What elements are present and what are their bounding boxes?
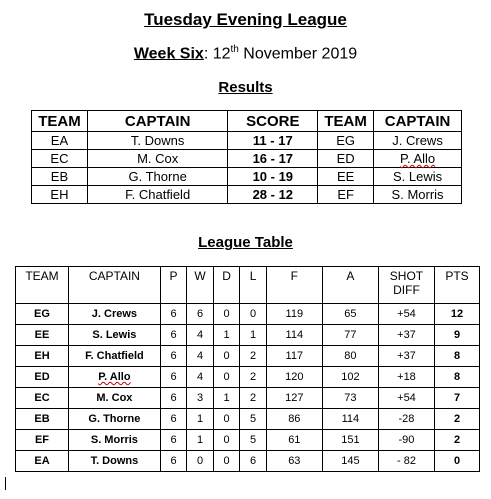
- league-header-against: A: [322, 267, 378, 304]
- shots-for: 63: [266, 451, 322, 472]
- lost: 1: [240, 325, 267, 346]
- results-row: [32, 150, 462, 168]
- points: 8: [435, 367, 480, 388]
- shot-diff: +37: [378, 346, 434, 367]
- played: 6: [160, 325, 187, 346]
- shot-diff: +18: [378, 367, 434, 388]
- shot-diff: +54: [378, 304, 434, 325]
- week-label: Week Six: [133, 45, 204, 63]
- league-row: [16, 430, 480, 451]
- away-team: EF: [318, 186, 374, 204]
- results-header-team: TEAM: [32, 111, 88, 132]
- match-score: 10 - 19: [228, 168, 318, 186]
- page-subtitle: [0, 44, 491, 63]
- home-team: EA: [32, 132, 88, 150]
- results-header-score: SCORE: [228, 111, 318, 132]
- captain-name: S. Morris: [69, 430, 161, 451]
- match-score: 28 - 12: [228, 186, 318, 204]
- league-row: [16, 367, 480, 388]
- home-captain: F. Chatfield: [87, 186, 228, 204]
- lost: 2: [240, 388, 267, 409]
- results-header-row: [32, 111, 462, 132]
- shots-against: 151: [322, 430, 378, 451]
- match-score: 11 - 17: [228, 132, 318, 150]
- captain-name: J. Crews: [69, 304, 161, 325]
- subtitle-day: 12: [208, 45, 231, 63]
- away-team: EE: [318, 168, 374, 186]
- results-header-captain-2: CAPTAIN: [374, 111, 462, 132]
- shots-for: 61: [266, 430, 322, 451]
- results-table: [31, 110, 462, 204]
- captain-name: G. Thorne: [69, 409, 161, 430]
- drawn: 0: [213, 451, 240, 472]
- subtitle-date-rest: November 2019: [238, 45, 358, 63]
- page-title: Tuesday Evening League: [144, 10, 347, 29]
- text-cursor: [5, 477, 6, 490]
- league-header-captain: CAPTAIN: [69, 267, 161, 304]
- league-row: [16, 451, 480, 472]
- results-header-team-2: TEAM: [318, 111, 374, 132]
- home-team: EC: [32, 150, 88, 168]
- league-header-shot-diff: SHOT DIFF: [378, 267, 434, 304]
- results-heading: Results: [218, 79, 273, 96]
- shots-against: 145: [322, 451, 378, 472]
- league-header-lost: L: [240, 267, 267, 304]
- shot-diff: - 82: [378, 451, 434, 472]
- league-header-row: [16, 267, 480, 304]
- home-captain: T. Downs: [87, 132, 228, 150]
- league-row: [16, 346, 480, 367]
- shots-against: 102: [322, 367, 378, 388]
- shot-diff: -90: [378, 430, 434, 451]
- lost: 2: [240, 346, 267, 367]
- drawn: 1: [213, 388, 240, 409]
- away-captain: S. Lewis: [374, 168, 462, 186]
- league-header-points: PTS: [435, 267, 480, 304]
- shots-for: 127: [266, 388, 322, 409]
- shots-for: 120: [266, 367, 322, 388]
- drawn: 1: [213, 325, 240, 346]
- won: 4: [187, 325, 214, 346]
- results-header-captain: CAPTAIN: [87, 111, 228, 132]
- shots-for: 86: [266, 409, 322, 430]
- captain-name: M. Cox: [69, 388, 161, 409]
- spellcheck-flagged-text: P. Allo: [98, 371, 131, 383]
- league-row: [16, 325, 480, 346]
- won: 1: [187, 430, 214, 451]
- played: 6: [160, 388, 187, 409]
- home-team: EH: [32, 186, 88, 204]
- won: 3: [187, 388, 214, 409]
- subtitle-day-suffix: th: [230, 44, 239, 55]
- subtitle-colon: :: [203, 45, 209, 63]
- won: 4: [187, 367, 214, 388]
- drawn: 0: [213, 409, 240, 430]
- captain-name: F. Chatfield: [69, 346, 161, 367]
- away-team: EG: [318, 132, 374, 150]
- league-header-for: F: [266, 267, 322, 304]
- shots-for: 119: [266, 304, 322, 325]
- league-header-played: P: [160, 267, 187, 304]
- drawn: 0: [213, 367, 240, 388]
- league-header-team: TEAM: [16, 267, 69, 304]
- points: 2: [435, 430, 480, 451]
- shot-diff: -28: [378, 409, 434, 430]
- won: 6: [187, 304, 214, 325]
- team-code: EF: [16, 430, 69, 451]
- team-code: EH: [16, 346, 69, 367]
- home-captain: G. Thorne: [87, 168, 228, 186]
- played: 6: [160, 451, 187, 472]
- points: 8: [435, 346, 480, 367]
- points: 12: [435, 304, 480, 325]
- lost: 2: [240, 367, 267, 388]
- captain-name: T. Downs: [69, 451, 161, 472]
- league-row: [16, 388, 480, 409]
- team-code: EG: [16, 304, 69, 325]
- team-code: EB: [16, 409, 69, 430]
- drawn: 0: [213, 346, 240, 367]
- lost: 6: [240, 451, 267, 472]
- away-captain: S. Morris: [374, 186, 462, 204]
- home-captain: M. Cox: [87, 150, 228, 168]
- played: 6: [160, 409, 187, 430]
- shots-against: 114: [322, 409, 378, 430]
- shots-against: 65: [322, 304, 378, 325]
- team-code: EC: [16, 388, 69, 409]
- lost: 5: [240, 409, 267, 430]
- shots-against: 77: [322, 325, 378, 346]
- points: 7: [435, 388, 480, 409]
- points: 0: [435, 451, 480, 472]
- won: 1: [187, 409, 214, 430]
- home-team: EB: [32, 168, 88, 186]
- played: 6: [160, 430, 187, 451]
- captain-name: S. Lewis: [69, 325, 161, 346]
- won: 0: [187, 451, 214, 472]
- points: 9: [435, 325, 480, 346]
- league-header-won: W: [187, 267, 214, 304]
- away-captain: J. Crews: [374, 132, 462, 150]
- league-table-heading: League Table: [198, 234, 293, 251]
- league-table: [15, 266, 480, 472]
- played: 6: [160, 304, 187, 325]
- drawn: 0: [213, 430, 240, 451]
- lost: 5: [240, 430, 267, 451]
- team-code: ED: [16, 367, 69, 388]
- lost: 0: [240, 304, 267, 325]
- shot-diff: +37: [378, 325, 434, 346]
- shots-against: 80: [322, 346, 378, 367]
- results-row: [32, 132, 462, 150]
- results-row: [32, 168, 462, 186]
- match-score: 16 - 17: [228, 150, 318, 168]
- team-code: EA: [16, 451, 69, 472]
- won: 4: [187, 346, 214, 367]
- played: 6: [160, 367, 187, 388]
- shot-diff: +54: [378, 388, 434, 409]
- shots-against: 73: [322, 388, 378, 409]
- captain-name: [69, 367, 161, 388]
- team-code: EE: [16, 325, 69, 346]
- shots-for: 117: [266, 346, 322, 367]
- drawn: 0: [213, 304, 240, 325]
- shots-for: 114: [266, 325, 322, 346]
- away-captain: [374, 150, 462, 168]
- played: 6: [160, 346, 187, 367]
- league-header-drawn: D: [213, 267, 240, 304]
- spellcheck-flagged-text: P. Allo: [399, 151, 436, 166]
- results-row: [32, 186, 462, 204]
- points: 2: [435, 409, 480, 430]
- away-team: ED: [318, 150, 374, 168]
- league-row: [16, 304, 480, 325]
- league-row: [16, 409, 480, 430]
